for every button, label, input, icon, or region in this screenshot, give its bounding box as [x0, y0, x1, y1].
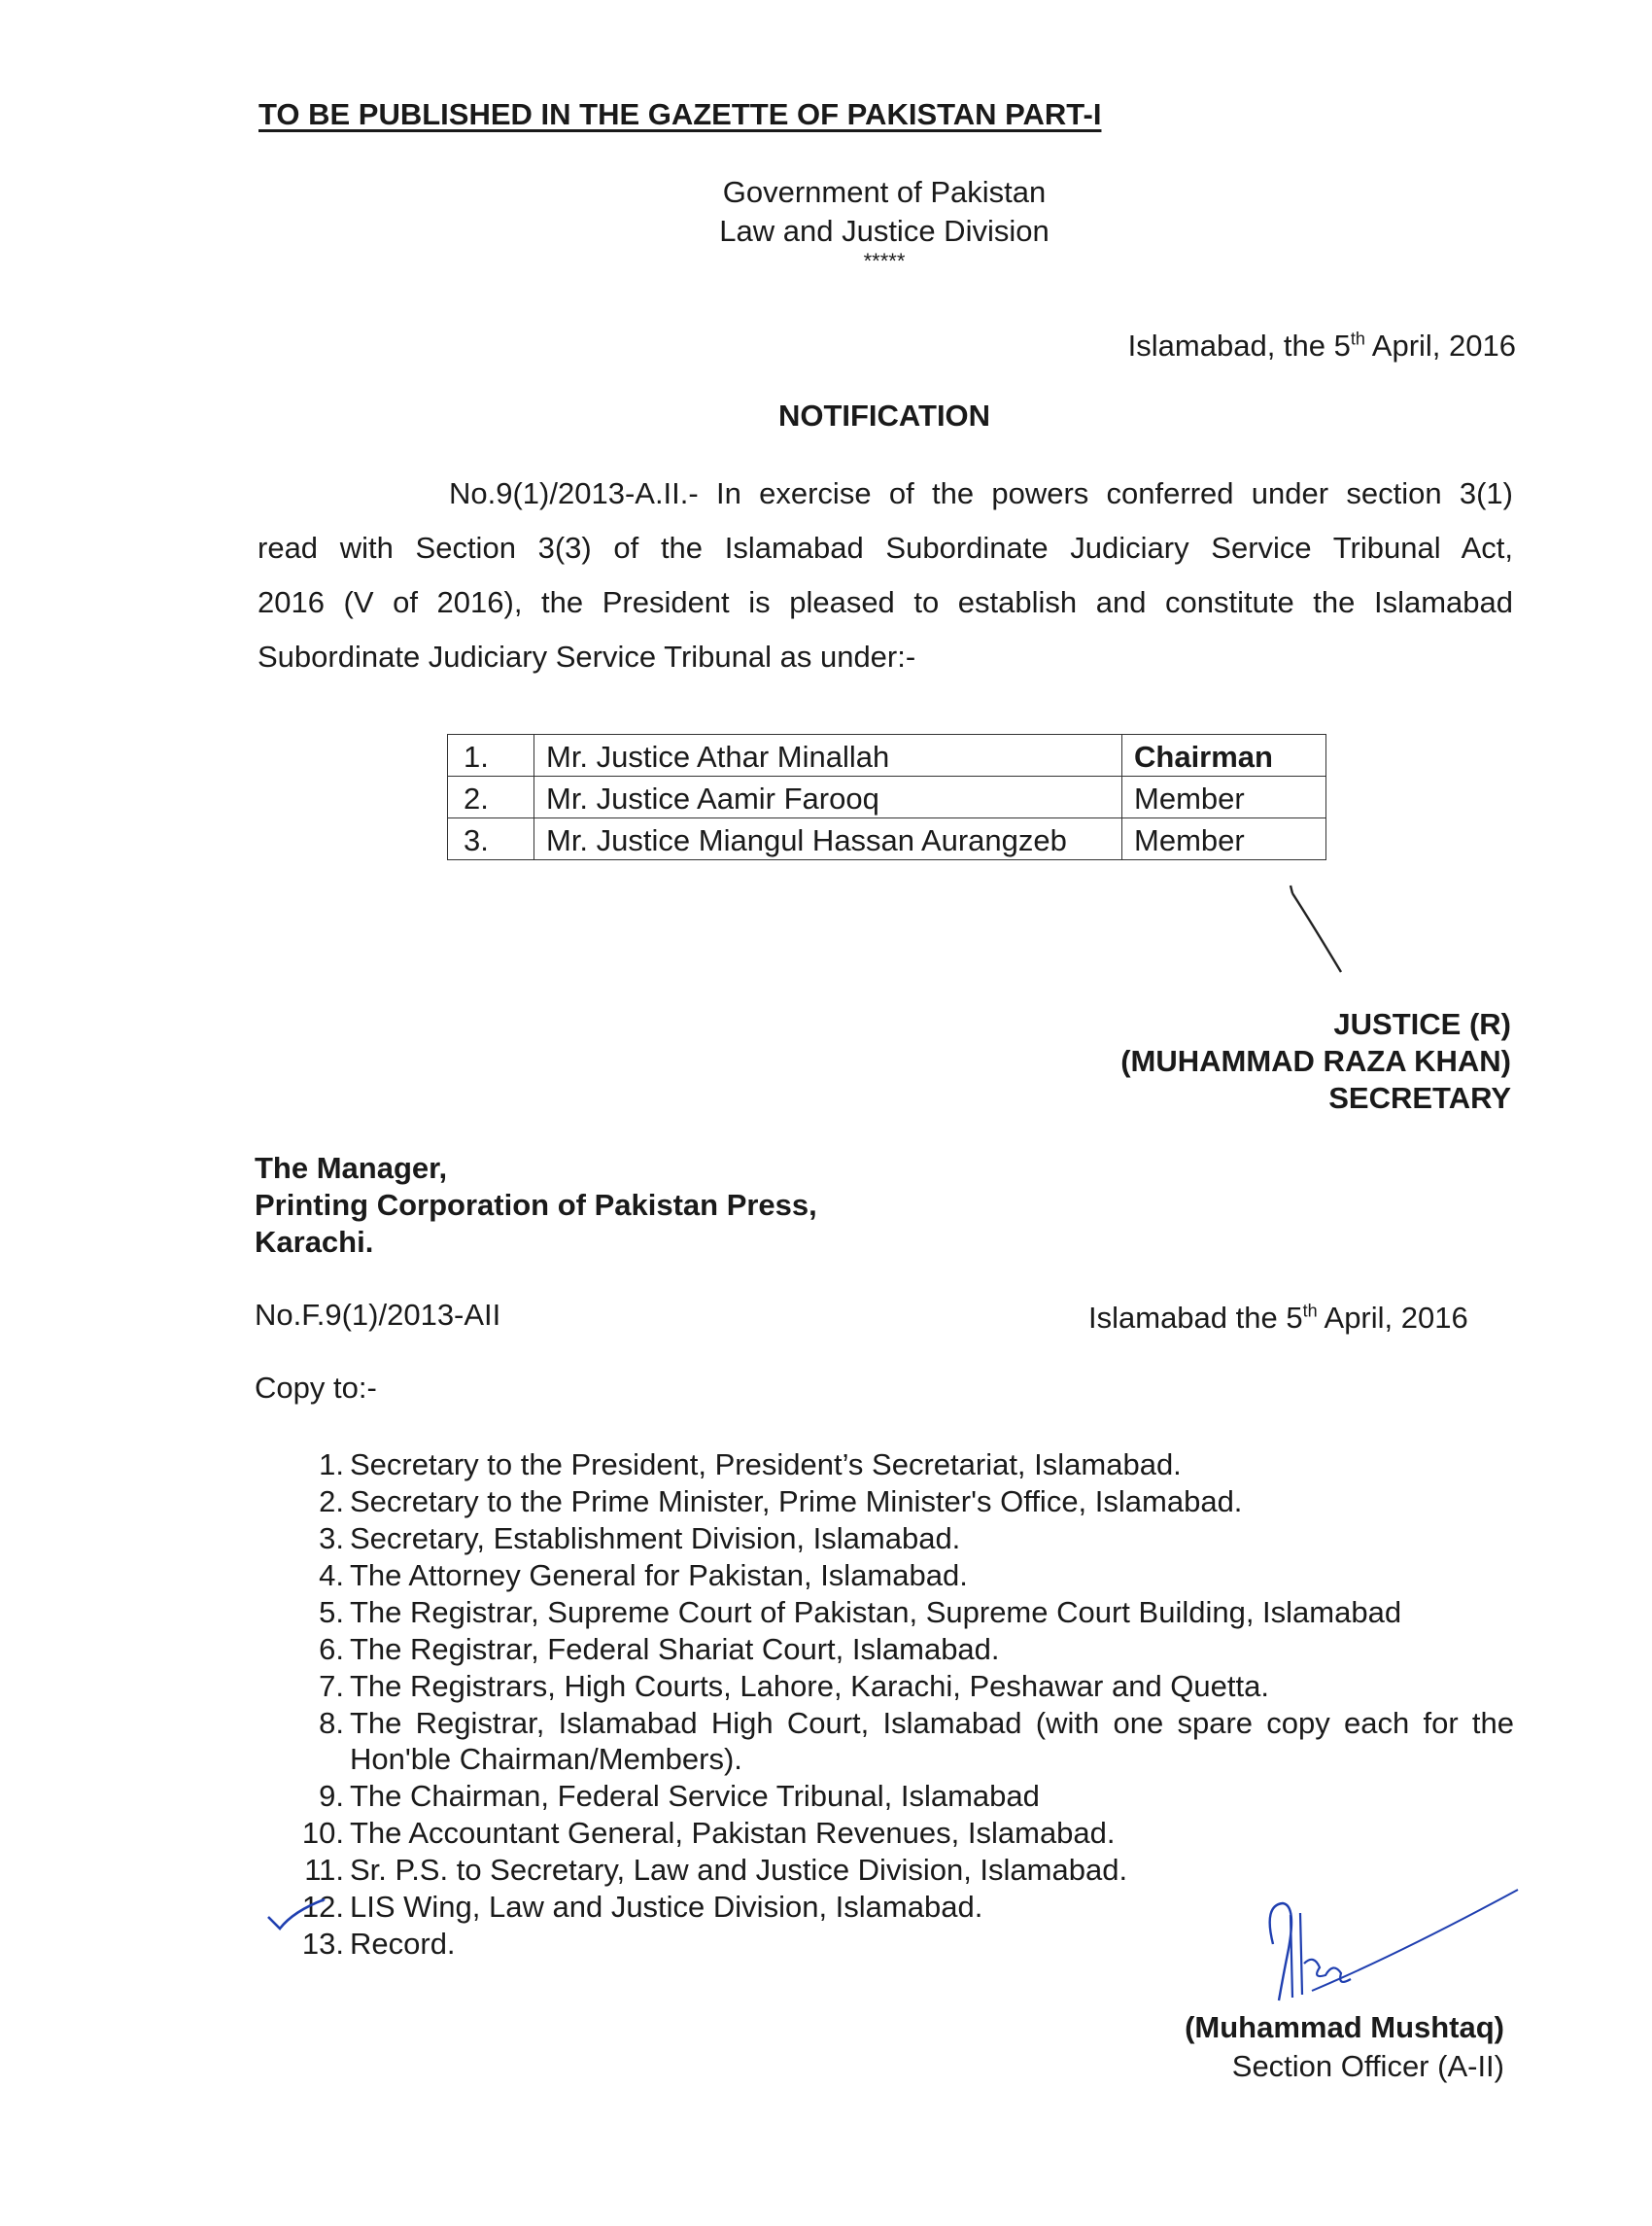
list-text: Secretary to the President, President’s Secretariat, Islamabad. — [350, 1447, 1182, 1481]
member-role: Member — [1122, 777, 1326, 818]
member-number: 3. — [448, 818, 534, 860]
list-number: 10. — [301, 1816, 344, 1850]
list-item — [255, 1705, 1514, 1777]
list-item — [255, 1594, 1514, 1630]
copy-to-label: Copy to:- — [255, 1371, 377, 1405]
list-number: 4. — [319, 1558, 344, 1592]
signatory-designation: SECRETARY — [1328, 1081, 1511, 1115]
notification-body — [258, 467, 1513, 684]
notification-line: Subordinate Judiciary Service Tribunal as under:- — [258, 640, 916, 674]
copy-date-sup: th — [1302, 1301, 1318, 1321]
table-row — [448, 735, 1326, 777]
list-text: The Registrar, Islamabad High Court, Islamabad (with one spare copy each for the Hon'ble Chairman/Members). — [350, 1706, 1514, 1776]
member-number: 1. — [448, 735, 534, 777]
member-name: Mr. Justice Athar Minallah — [534, 735, 1122, 777]
gazette-header: TO BE PUBLISHED IN THE GAZETTE OF PAKISTAN PART-I — [258, 97, 1102, 131]
notification-line: No.9(1)/2013-A.II.- In exercise of the powers conferred under section 3(1) — [449, 476, 1513, 510]
list-number: 5. — [319, 1595, 344, 1629]
list-text: The Chairman, Federal Service Tribunal, Islamabad — [350, 1779, 1040, 1813]
list-item — [255, 1557, 1514, 1593]
notification-line: read with Section 3(3) of the Islamabad Subordinate Judiciary Service Tribunal Act, — [258, 531, 1513, 565]
table-row — [448, 818, 1326, 860]
section-officer-name: (Muhammad Mushtaq) — [1185, 2010, 1504, 2044]
section-officer-designation: Section Officer (A-II) — [1231, 2049, 1504, 2083]
address-line: Printing Corporation of Pakistan Press, — [255, 1188, 817, 1222]
notification-date — [1128, 329, 1516, 364]
notification-title: NOTIFICATION — [777, 399, 991, 433]
list-number: 13. — [301, 1927, 344, 1961]
list-number: 11. — [304, 1853, 344, 1887]
list-text: The Registrar, Supreme Court of Pakistan, Supreme Court Building, Islamabad — [350, 1595, 1402, 1629]
signatory-block — [1120, 1006, 1511, 1117]
table-row — [448, 777, 1326, 818]
member-role: Member — [1122, 818, 1326, 860]
list-number: 12. — [301, 1890, 344, 1924]
list-text: The Accountant General, Pakistan Revenues, Islamabad. — [350, 1816, 1116, 1850]
list-number: 6. — [319, 1632, 344, 1666]
copy-date-suffix: April, 2016 — [1317, 1301, 1468, 1335]
list-text: LIS Wing, Law and Justice Division, Islamabad. — [350, 1890, 983, 1924]
members-table — [447, 734, 1326, 860]
address-line: The Manager, — [255, 1151, 448, 1185]
list-number: 2. — [319, 1484, 344, 1518]
date-suffix: April, 2016 — [1364, 329, 1516, 363]
member-number: 2. — [448, 777, 534, 818]
notification-line: 2016 (V of 2016), the President is pleased to establish and constitute the Islamabad — [258, 585, 1513, 619]
list-item — [255, 1778, 1514, 1814]
signatory-title: JUSTICE (R) — [1333, 1007, 1511, 1041]
list-number: 3. — [319, 1521, 344, 1555]
copy-date-prefix: Islamabad the 5 — [1088, 1301, 1303, 1335]
list-text: Secretary to the Prime Minister, Prime Minister's Office, Islamabad. — [350, 1484, 1243, 1518]
list-text: The Registrars, High Courts, Lahore, Karachi, Peshawar and Quetta. — [350, 1669, 1269, 1703]
checkmark-icon — [264, 1896, 332, 1934]
list-text: Sr. P.S. to Secretary, Law and Justice Division, Islamabad. — [350, 1853, 1128, 1887]
date-prefix: Islamabad, the 5 — [1127, 329, 1351, 363]
issuer-division: Law and Justice Division — [719, 214, 1050, 248]
list-item — [255, 1446, 1514, 1482]
list-item — [255, 1520, 1514, 1556]
list-item — [255, 1852, 1514, 1888]
list-item — [255, 1483, 1514, 1519]
list-text: Record. — [350, 1927, 456, 1961]
list-number: 8. — [319, 1706, 344, 1740]
address-line: Karachi. — [255, 1225, 374, 1259]
list-text: The Attorney General for Pakistan, Islamabad. — [350, 1558, 968, 1592]
list-item — [255, 1815, 1514, 1851]
list-text: Secretary, Establishment Division, Islamabad. — [350, 1521, 961, 1555]
copy-date — [1088, 1301, 1468, 1336]
signatory-name: (MUHAMMAD RAZA KHAN) — [1120, 1044, 1511, 1078]
list-item — [255, 1668, 1514, 1704]
issuer-government: Government of Pakistan — [722, 175, 1047, 209]
list-text: The Registrar, Federal Shariat Court, Islamabad. — [350, 1632, 1000, 1666]
issuer-stars: ***** — [863, 249, 906, 273]
copy-reference-number: No.F.9(1)/2013-AII — [255, 1298, 501, 1332]
list-number: 7. — [319, 1669, 344, 1703]
date-sup: th — [1350, 329, 1365, 349]
member-name: Mr. Justice Aamir Farooq — [534, 777, 1122, 818]
member-name: Mr. Justice Miangul Hassan Aurangzeb — [534, 818, 1122, 860]
list-number: 9. — [319, 1779, 344, 1813]
address-block — [255, 1150, 817, 1261]
section-officer-block — [1185, 2008, 1504, 2086]
list-number: 1. — [319, 1447, 344, 1481]
list-item — [255, 1631, 1514, 1667]
handwritten-stroke-icon — [1283, 880, 1351, 977]
member-role: Chairman — [1122, 735, 1326, 777]
